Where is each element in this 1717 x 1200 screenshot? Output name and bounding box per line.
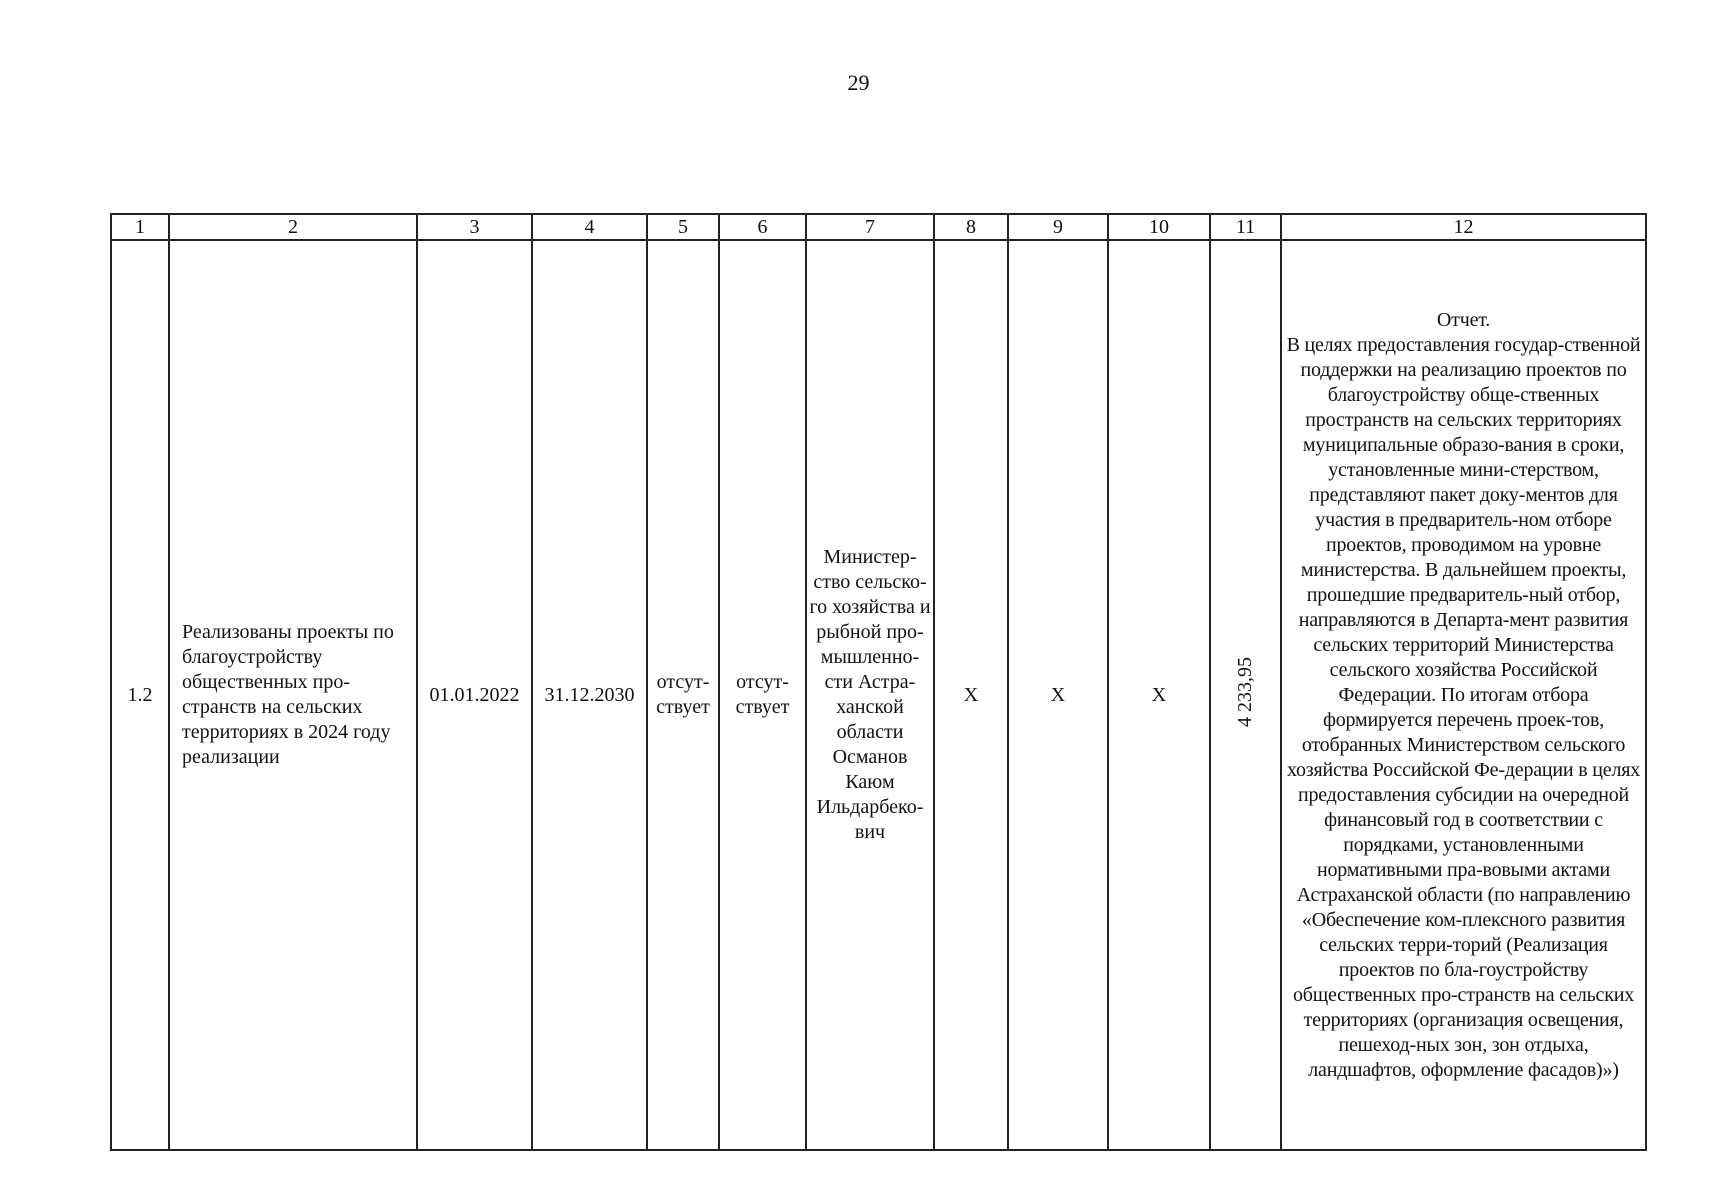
col-header-7: 7 bbox=[806, 214, 934, 240]
col-header-6: 6 bbox=[719, 214, 806, 240]
col-header-2: 2 bbox=[169, 214, 417, 240]
end-date: 31.12.2030 bbox=[532, 240, 647, 1150]
col-header-5: 5 bbox=[647, 214, 719, 240]
amount-cell bbox=[1210, 240, 1281, 1150]
cell-col8: X bbox=[934, 240, 1008, 1150]
report-title: Отчет. bbox=[1436, 308, 1491, 331]
col-header-9: 9 bbox=[1008, 214, 1108, 240]
report-cell bbox=[1281, 240, 1646, 1150]
measures-table bbox=[110, 213, 1647, 1151]
table-row bbox=[111, 240, 1646, 1150]
responsible-executor: Министер-ство сельско-го хозяйства и рыбной про-мышленно-сти Астра-ханской области Османов Каюм Ильдарбеко-вич bbox=[806, 240, 934, 1150]
col-header-8: 8 bbox=[934, 214, 1008, 240]
col-header-11: 11 bbox=[1210, 214, 1281, 240]
col-header-4: 4 bbox=[532, 214, 647, 240]
cell-col6: отсут-ствует bbox=[719, 240, 806, 1150]
measure-name: Реализованы проекты по благоустройству общественных про-странств на сельских территориях в 2024 году реализации bbox=[169, 240, 417, 1150]
col-header-1: 1 bbox=[111, 214, 169, 240]
cell-col9: X bbox=[1008, 240, 1108, 1150]
col-header-3: 3 bbox=[417, 214, 532, 240]
row-number: 1.2 bbox=[111, 240, 169, 1150]
col-header-12: 12 bbox=[1281, 214, 1646, 240]
report-text: В целях предоставления государ-ственной поддержки на реализацию проектов по благоустройству обще-ственных пространств на сельских территориях муниципальные образо-вания в сроки, установленные мини-стерством, представляют пакет доку-ментов для участия в предваритель-ном отборе проектов, проводимом на уровне министерства. В дальнейшем проекты, прошедшие предваритель-ный отбор, направляются в Департа-мент развития сельских территорий Министерства сельского хозяйства Российской Федерации. По итогам отбора формируется перечень проек-тов, отобранных Министерством сельского хозяйства Российской Фе-дерации в целях предоставления субсидии на очередной финансовый год в соответствии с порядками, установленными нормативными пра-вовыми актами Астраханской области (по направлению «Обеспечение ком-плексного развития сельских терри-торий (Реализация проектов по бла-гоустройству общественных про-странств на сельских территориях (организация освещения, пешеход-ных зон, зон отдыха, ландшафтов, оформление фасадов)») bbox=[1286, 333, 1641, 1081]
start-date: 01.01.2022 bbox=[417, 240, 532, 1150]
col-header-10: 10 bbox=[1108, 214, 1210, 240]
amount-value: 4 233,95 bbox=[1234, 656, 1256, 727]
cell-col10: X bbox=[1108, 240, 1210, 1150]
page-number: 29 bbox=[847, 70, 870, 95]
cell-col5: отсут-ствует bbox=[647, 240, 719, 1150]
column-number-row bbox=[111, 214, 1646, 240]
